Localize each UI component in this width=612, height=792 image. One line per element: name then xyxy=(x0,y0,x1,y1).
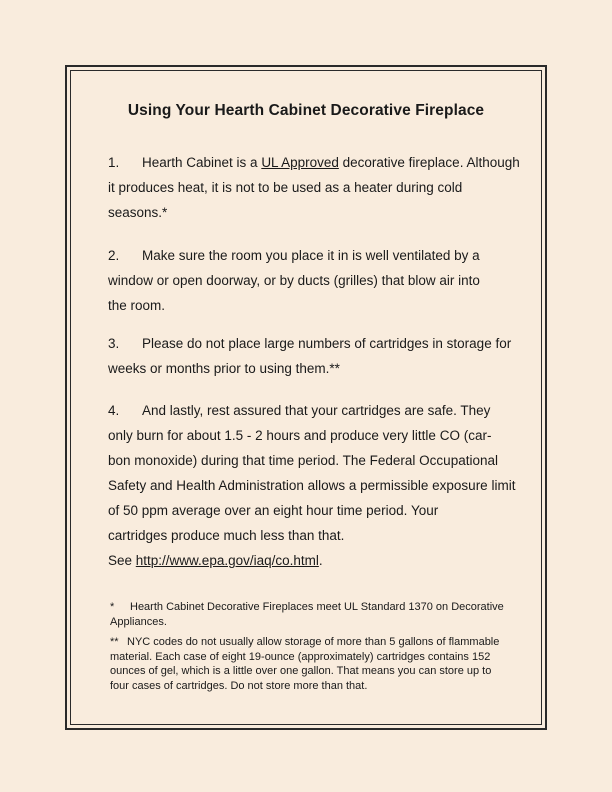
item-text: decorative fireplace. Although xyxy=(338,155,520,170)
footnote-line: Appliances. xyxy=(110,615,167,628)
item-line: weeks or months prior to using them.** xyxy=(108,361,340,376)
item-line: of 50 ppm average over an eight hour time period. Your xyxy=(108,503,439,518)
footnote-line: ounces of gel, which is a little over one gallon. That means you can store up to xyxy=(110,665,492,677)
item-line xyxy=(108,331,526,356)
list-item-3 xyxy=(108,331,526,381)
footnote-line xyxy=(110,635,515,650)
item-line: seasons.* xyxy=(108,205,168,220)
item-line: Safety and Health Administration allows a permissible exposure limit xyxy=(108,478,516,493)
item-line: window or open doorway, or by ducts (grilles) that blow air into xyxy=(108,273,480,288)
footnote-2 xyxy=(110,635,515,693)
footnote-text: NYC codes do not usually allow storage of more than 5 gallons of flammable xyxy=(127,636,500,648)
item-line: the room. xyxy=(108,298,166,313)
list-item-4 xyxy=(108,398,526,573)
item-line xyxy=(108,548,526,573)
item-line xyxy=(108,243,526,268)
item-line: only burn for about 1.5 - 2 hours and produce very little CO (car- xyxy=(108,428,492,443)
item-text: . xyxy=(318,553,323,568)
item-line: cartridges produce much less than that. xyxy=(108,528,345,543)
item-text: See xyxy=(108,553,136,568)
item-line: bon monoxide) during that time period. The Federal Occupational xyxy=(108,453,498,468)
item-text: And lastly, rest assured that your cartridges are safe. They xyxy=(142,403,491,418)
footnote-line: four cases of cartridges. Do not store more than that. xyxy=(110,679,368,692)
footnote-line xyxy=(110,600,515,615)
footnote-line: material. Each case of eight 19-ounce (approximately) cartridges contains 152 xyxy=(110,650,491,663)
list-item-1 xyxy=(108,150,526,225)
item-number: 4. xyxy=(108,403,120,418)
footnote-marker: ** xyxy=(110,636,119,648)
ul-approved-link[interactable]: UL Approved xyxy=(261,155,339,170)
item-line: it produces heat, it is not to be used as a heater during cold xyxy=(108,180,463,195)
epa-link[interactable]: http://www.epa.gov/iaq/co.html xyxy=(135,553,319,568)
item-number: 2. xyxy=(108,248,120,263)
footnote-text: Hearth Cabinet Decorative Fireplaces meet UL Standard 1370 on Decorative xyxy=(130,601,504,613)
item-number: 1. xyxy=(108,155,120,170)
item-text: Hearth Cabinet is a xyxy=(142,155,262,170)
item-text: Please do not place large numbers of cartridges in storage for xyxy=(142,336,512,351)
item-line xyxy=(108,398,526,423)
list-item-2 xyxy=(108,243,526,318)
item-number: 3. xyxy=(108,336,120,351)
item-text: Make sure the room you place it in is well ventilated by a xyxy=(142,248,480,263)
footnote-1 xyxy=(110,600,515,629)
item-line xyxy=(108,150,526,175)
footnote-marker: * xyxy=(110,601,115,613)
page-title: Using Your Hearth Cabinet Decorative Fireplace xyxy=(127,102,485,119)
